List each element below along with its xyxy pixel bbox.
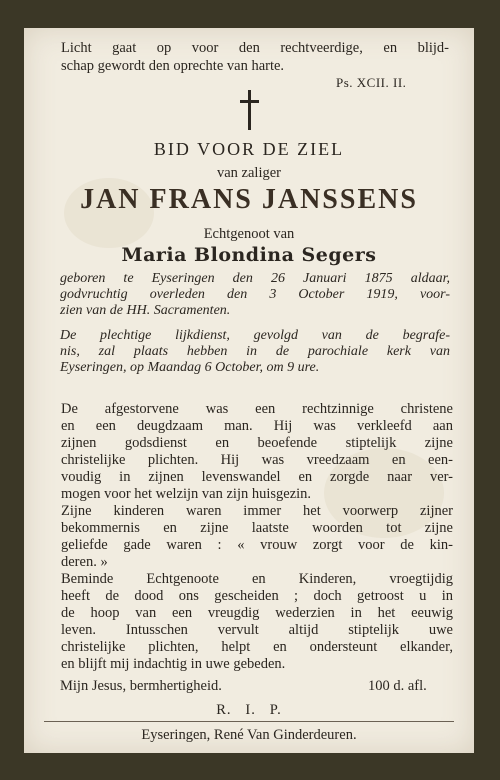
body-line: geliefde gade waren : « vrouw zorgt voor de kin- [61,537,453,553]
birth-line: godvruchtig overleden den 3 October 1919, voor- [60,287,450,302]
body-line: en blijft mij indachtig in uwe gebeden. [61,656,286,672]
funeral-line: nis, zal plaats hebben in de parochiale kerk van [60,344,450,359]
body-line: leven. Intusschen vervult altijd stiptelijk uwe [61,622,453,638]
spouse-name: Maria Blondina Segers [121,244,377,266]
body-line: bekommernis en zijne laatste woorden tot zijne [61,520,453,536]
body-line: de hoop van een vreugdig wederzien in het eeuwig [61,605,453,621]
birth-line: zien van de HH. Sacramenten. [60,303,231,318]
of-late-label: van zaliger [216,165,281,181]
verse-line: schap gewordt den oprechte van harte. [61,58,285,74]
body-line: christelijke plichten, helpt en ondersteunt elkander, [61,639,453,655]
funeral-line: De plechtige lijkdienst, gevolgd van de begrafe- [60,328,450,343]
body-line: en een deugdzaam man. Hij was verkleefd aan [61,418,453,434]
body-line: zijnen godsdienst en beoefende stiptelijk zijne [61,435,453,451]
body-line: De afgestorvene was een rechtzinnige christene [61,401,453,417]
body-line: christelijke plichten. Hij was vreedzaam en een- [61,452,453,468]
printer-imprint: Eyseringen, René Van Ginderdeuren. [141,727,357,743]
body-line: voudig in zijnen levenswandel en zorgde naar ver- [61,469,453,485]
spouse-label: Echtgenoot van [203,226,295,242]
verse-reference: Ps. XCII. II. [336,75,407,90]
pray-heading: BID VOOR DE ZIEL [153,139,345,159]
body-line: Beminde Echtgenoote en Kinderen, vroegtijdig [61,571,453,587]
deceased-name: JAN FRANS JANSSENS [80,184,418,215]
closing-prayer: Mijn Jesus, bermhertigheid. [60,678,222,694]
birth-line: geboren te Eyseringen den 26 Januari 1875 aldaar, [60,271,450,286]
cross-icon [248,90,252,130]
memorial-card [24,28,474,753]
body-line: Zijne kinderen waren immer het voorwerp zijner [61,503,453,519]
funeral-line: Eyseringen, op Maandag 6 October, om 9 ure. [60,360,320,375]
body-line: heeft de dood ons gescheiden ; doch getroost u in [61,588,453,604]
indulgence-note: 100 d. afl. [368,678,427,694]
body-line: deren. » [61,554,108,570]
body-line: mogen voor het welzijn van zijn huisgezin. [61,486,312,502]
divider [44,721,454,722]
verse-line: Licht gaat op voor den rechtveerdige, en blijd- [61,40,449,56]
rip-line: R. I. P. [216,702,282,718]
